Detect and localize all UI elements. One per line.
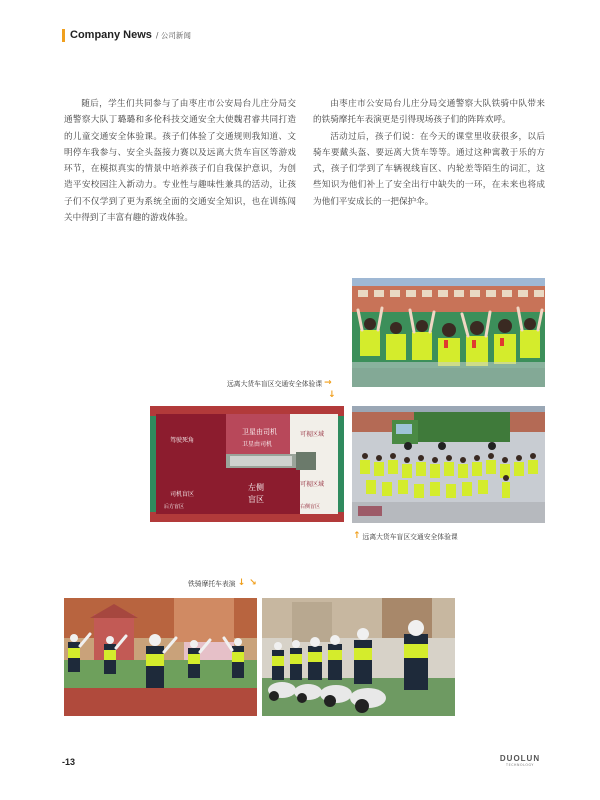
article-paragraph: 由枣庄市公安局台儿庄分局交通警察大队铁骑中队带来的铁骑摩托车表演更是引得现场孩子们的阵阵欢呼。: [313, 99, 545, 126]
article-column-left: [64, 96, 296, 226]
mat-label-top-2: 卫星由司机: [242, 441, 273, 448]
caption-blind-zone-top: [227, 378, 334, 388]
caption-text: 铁骑摩托车表演: [188, 580, 236, 588]
article-paragraph: 随后，学生们共同参与了由枣庄市公安局台儿庄分局交通警察大队丁璐璐和多伦科技交通安全大使魏君睿共同打造的儿童交通安全体验课。孩子们体验了交通规则我知道、文明停车我参与、安全头盔接力赛以及远离大货车盲区等游戏环节，在模拟真实的情景中培养孩子们自我保护意识，为创造平安校园注入新动力。专业性与趣味性兼具的活动，让孩子们不仅学到了更为系统全面的交通安全知识，也在训练闯关中得到了丰富有趣的游戏体验。: [64, 99, 296, 224]
header-subtitle: / 公司新闻: [155, 30, 191, 40]
article-column-right: [313, 96, 545, 210]
photo-children-classroom: [352, 278, 545, 387]
arrow-down-icon: ↓: [328, 390, 336, 400]
header-accent-bar: [62, 29, 65, 42]
article-paragraph: 活动过后，孩子们说：在今天的课堂里收获很多，以后骑车要戴头盔、要远离大货车等等。通过这种寓教于乐的方式，孩子们学到了车辆视线盲区、内轮差等陌生的词汇，这些知识为他们补上了安全出行中缺失的一环，在未来也将成为他们平安成长的一把保护伞。: [313, 131, 545, 207]
photo-truck-children: [352, 406, 545, 523]
company-logo: [499, 754, 541, 767]
mat-label-rear: 后方盲区: [164, 504, 185, 510]
photo-blind-zone-mat: [150, 406, 344, 522]
mat-label-front: 司机盲区: [170, 491, 195, 498]
arrow-down-right-icon: ↘: [249, 578, 257, 588]
logo-subtext: TECHNOLOGY: [506, 763, 534, 767]
caption-arrow-down: [326, 390, 338, 400]
section-header: [62, 28, 191, 42]
mat-label-top: 卫星由司机: [242, 428, 277, 436]
logo-text: DUOLUN: [499, 754, 541, 763]
photo-police-signals: [64, 598, 257, 716]
arrow-right-icon: →: [324, 378, 332, 388]
caption-blind-zone-bottom: [351, 531, 458, 541]
photo-motorcycle-lineup-image: [262, 598, 455, 716]
caption-text: 远离大货车盲区交通安全体验课: [362, 533, 458, 541]
mat-label-right: 右侧盲区: [300, 504, 321, 510]
caption-text: 远离大货车盲区交通安全体验课: [227, 380, 323, 388]
arrow-up-icon: ↑: [353, 531, 361, 541]
mat-label-bottom: 左侧: [248, 483, 264, 492]
mat-label-bottom-2: 盲区: [248, 495, 264, 504]
arrow-down-icon: ↓: [237, 578, 246, 588]
photo-motorcycle-lineup: [262, 598, 455, 716]
header-title: Company News: [70, 29, 152, 41]
caption-motorcycle: [188, 578, 259, 588]
mat-label-visible-2: 可视区域: [300, 481, 325, 488]
photo-truck-children-image: [352, 406, 545, 523]
photo-children-classroom-image: [352, 278, 545, 387]
mat-label-left: 驾驶死角: [170, 437, 195, 444]
photo-blind-zone-mat-image: [150, 406, 344, 522]
page-number: -13: [62, 757, 76, 767]
mat-label-visible: 可视区域: [300, 431, 325, 438]
photo-police-signals-image: [64, 598, 257, 716]
